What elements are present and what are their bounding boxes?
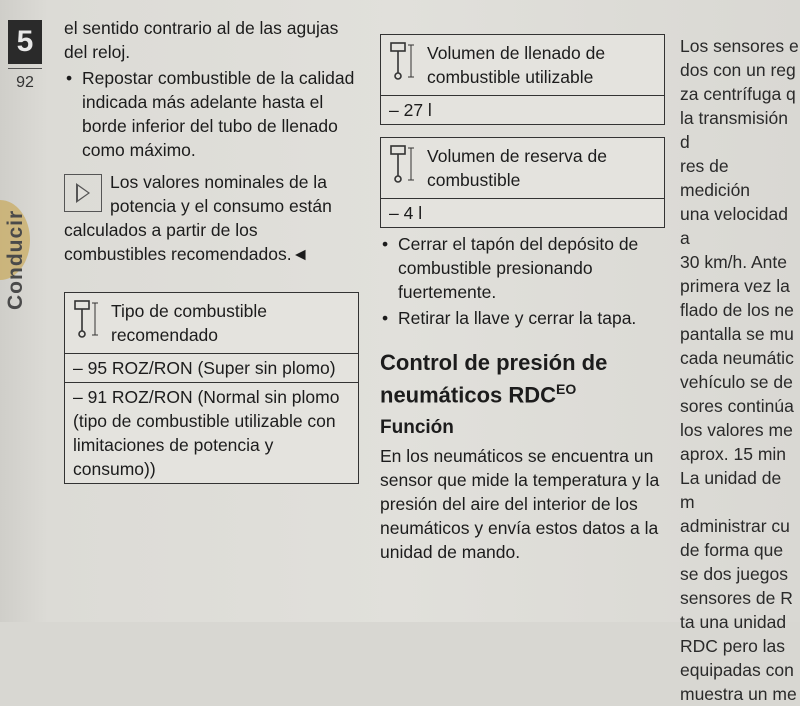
note-text: Los valores nominales de la potencia y el consumo están calculados a partir de los combustibles recomendados.◄ xyxy=(64,172,332,264)
col3-line: sensores de R xyxy=(680,588,793,608)
chapter-name: Conducir xyxy=(4,209,27,310)
play-triangle-icon xyxy=(64,174,102,212)
col3-line: res de medición xyxy=(680,156,751,200)
section-heading-sup: EO xyxy=(556,381,577,397)
continuation-text: el sentido contrario al de las agujas del reloj. xyxy=(64,18,339,62)
col3-line: se dos juegos xyxy=(680,564,788,584)
col3-line: dos con un reg xyxy=(680,60,796,80)
fuel-pump-icon xyxy=(389,41,417,81)
page-number: 92 xyxy=(16,74,34,91)
col3-line: pantalla se mu xyxy=(680,324,794,344)
column-2 xyxy=(380,34,665,564)
col3-line: sores continúa xyxy=(680,396,794,416)
section-heading xyxy=(380,350,665,408)
col3-line: muestra un me xyxy=(680,684,797,704)
function-body: En los neumáticos se encuentra un sensor que mide la temperatura y la presión del aire del interior de los neumáticos y envía estos datos a la unidad de mando. xyxy=(380,446,660,563)
col3-line: cada neumátic xyxy=(680,348,794,368)
col3-line: la transmisión d xyxy=(680,108,788,152)
bullet-refuel: • Repostar combustible de la calidad indicada más adelante hasta el borde inferior del tubo de llenado como máximo. xyxy=(64,66,359,162)
col3-line: equipadas con xyxy=(680,660,794,680)
column-3-cropped xyxy=(680,34,800,706)
col3-line: za centrífuga q xyxy=(680,84,796,104)
col3-line: aprox. 15 min xyxy=(680,444,787,464)
fuel-volume-value: – 27 l xyxy=(389,100,432,120)
reserve-volume-header xyxy=(381,138,664,199)
fuel-type-table xyxy=(64,292,359,484)
col3-line: RDC pero las xyxy=(680,636,786,656)
reserve-volume-value: – 4 l xyxy=(389,203,423,223)
fuel-pump-icon xyxy=(389,144,417,184)
fuel-pump-icon xyxy=(73,299,101,339)
chapter-number: 5 xyxy=(8,20,42,64)
note-block xyxy=(64,170,359,266)
fuel-volume-table xyxy=(380,34,665,125)
col3-line: una velocidad a xyxy=(680,204,788,248)
col3-line: ta una unidad xyxy=(680,612,787,632)
col3-line: flado de los ne xyxy=(680,300,794,320)
fuel-type-header-text: Tipo de combustible recomendado xyxy=(111,301,267,345)
reserve-volume-header-text: Volumen de reserva de combustible xyxy=(427,146,607,190)
subheading: Función xyxy=(380,417,454,439)
col3-line: primera vez la xyxy=(680,276,790,296)
fuel-volume-header xyxy=(381,35,664,96)
bullet-remove-key: • Retirar la llave y cerrar la tapa. xyxy=(380,306,665,330)
section-heading-text: Control de presión de neumáticos RDC xyxy=(380,350,608,408)
page-number-divider xyxy=(8,68,42,69)
reserve-volume-table xyxy=(380,137,665,228)
col3-line: 30 km/h. Ante xyxy=(680,252,788,272)
fuel-type-row: – 91 ROZ/RON (Normal sin plomo (tipo de combustible utilizable con limitaciones de potencia y consumo)) xyxy=(73,387,340,479)
col3-line: administrar cu xyxy=(680,516,790,536)
col3-line: Los sensores e xyxy=(680,36,799,56)
col3-line: los valores me xyxy=(680,420,793,440)
fuel-type-row: – 95 ROZ/RON (Super sin plomo) xyxy=(65,354,358,383)
col3-line: vehículo se de xyxy=(680,372,793,392)
bullet-close-cap: • Cerrar el tapón del depósito de combustible presionando fuertemente. xyxy=(380,232,665,304)
fuel-volume-header-text: Volumen de llenado de combustible utilizable xyxy=(427,43,606,87)
col3-line: de forma que xyxy=(680,540,784,560)
column-1 xyxy=(64,16,359,484)
fuel-type-table-header xyxy=(65,293,358,354)
col3-line: La unidad de m xyxy=(680,468,782,512)
